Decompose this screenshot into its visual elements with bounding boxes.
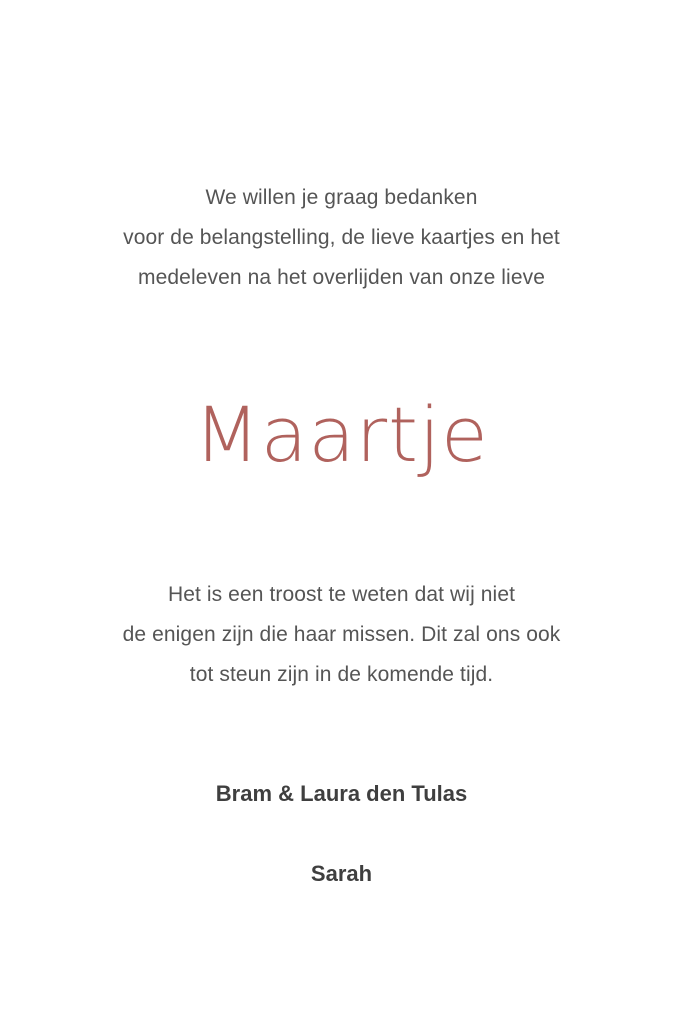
- signature-sibling: Sarah: [310, 861, 373, 886]
- signature-parents: Bram & Laura den Tulas: [215, 781, 468, 806]
- closing-line: de enigen zijn die haar missen. Dit zal ons ook: [122, 623, 561, 646]
- closing-line: Het is een troost te weten dat wij niet: [167, 583, 516, 606]
- intro-line: voor de belangstelling, de lieve kaartjes en het: [123, 226, 560, 249]
- intro-line: We willen je graag bedanken: [205, 186, 478, 209]
- intro-paragraph: [0, 178, 683, 298]
- deceased-name: Maartje: [194, 390, 489, 479]
- intro-line: medeleven na het overlijden van onze lieve: [138, 266, 545, 289]
- closing-line: tot steun zijn in de komende tijd.: [189, 663, 494, 686]
- closing-paragraph: [0, 575, 683, 695]
